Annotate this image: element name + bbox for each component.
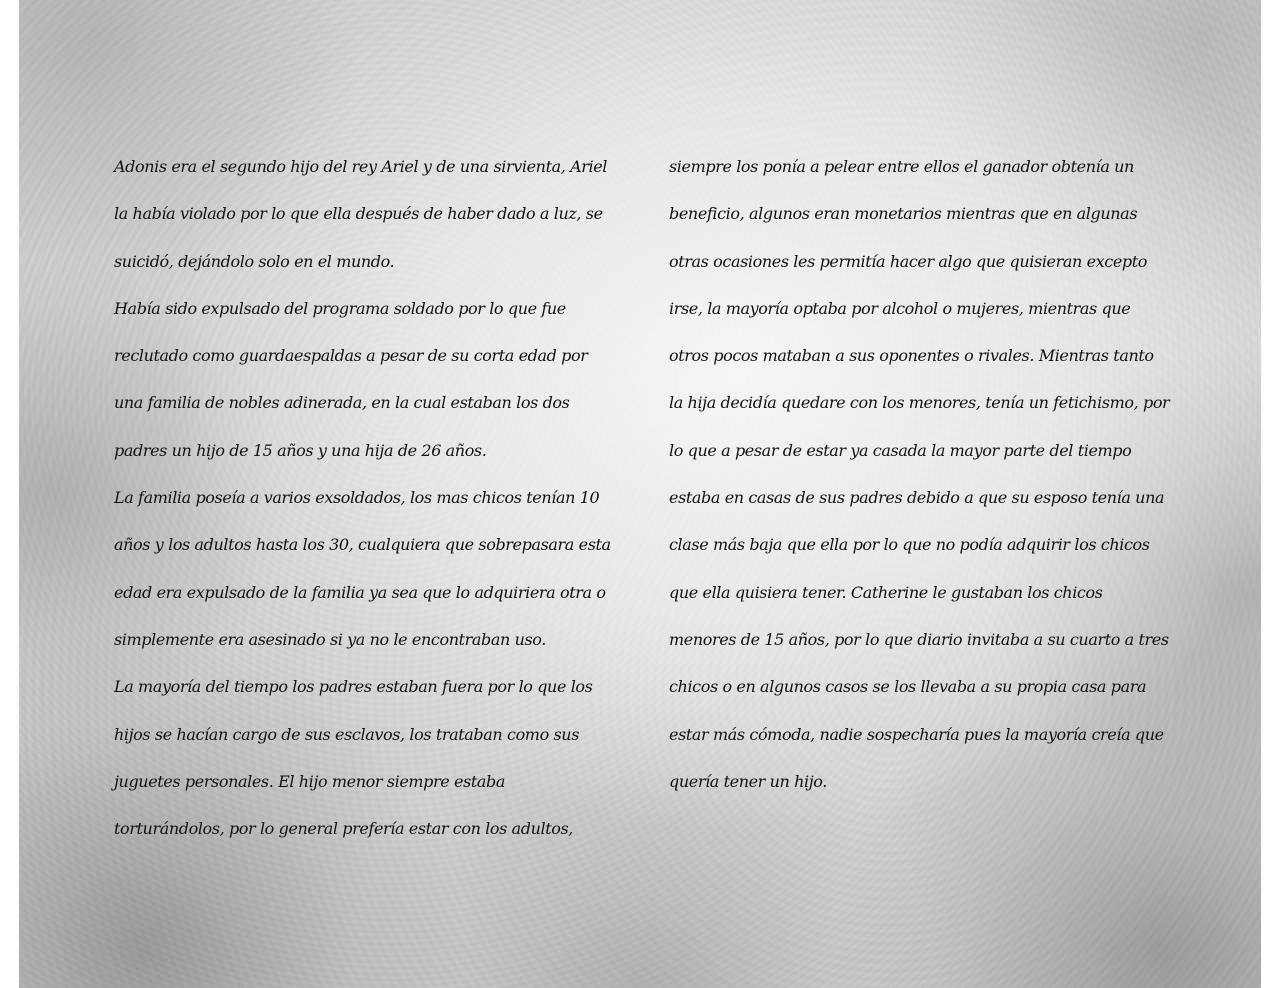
- text-line: padres un hijo de 15 años y una hija de 26 años.: [114, 440, 487, 460]
- text-line: otros pocos mataban a sus oponentes o rivales. Mientras tanto: [669, 346, 1154, 366]
- text-line: edad era expulsado de la familia ya sea que lo adquiriera otra o: [114, 582, 606, 602]
- text-line: estar más cómoda, nadie sospecharía pues la mayoría creía que: [669, 724, 1164, 744]
- text-line: suicidó, dejándolo solo en el mundo.: [114, 251, 395, 271]
- text-line: que ella quisiera tener. Catherine le gustaban los chicos: [669, 582, 1103, 602]
- text-line: otras ocasiones les permitía hacer algo que quisieran excepto: [669, 251, 1148, 271]
- text-line: lo que a pesar de estar ya casada la mayor parte del tiempo: [669, 440, 1132, 460]
- text-line: simplemente era asesinado si ya no le encontraban uso.: [114, 629, 546, 649]
- text-line: Había sido expulsado del programa soldado por lo que fue: [114, 298, 566, 318]
- text-line: una familia de nobles adinerada, en la cual estaban los dos: [114, 393, 570, 413]
- text-line: años y los adultos hasta los 30, cualquiera que sobrepasara esta: [114, 535, 611, 555]
- text-line: beneficio, algunos eran monetarios mientras que en algunas: [669, 204, 1138, 224]
- text-line: irse, la mayoría optaba por alcohol o mujeres, mientras que: [669, 298, 1131, 318]
- text-column-left: [114, 143, 611, 852]
- text-line: la hija decidía quedare con los menores, tenía un fetichismo, por: [669, 393, 1170, 413]
- text-line: torturándolos, por lo general prefería estar con los adultos,: [114, 819, 573, 839]
- text-line: reclutado como guardaespaldas a pesar de su corta edad por: [114, 346, 588, 366]
- document-page: [19, 0, 1261, 988]
- text-line: La familia poseía a varios exsoldados, los mas chicos tenían 10: [114, 488, 600, 508]
- text-line: estaba en casas de sus padres debido a que su esposo tenía una: [669, 488, 1165, 508]
- text-line: juguetes personales. El hijo menor siempre estaba: [114, 771, 506, 791]
- text-line: menores de 15 años, por lo que diario invitaba a su cuarto a tres: [669, 629, 1169, 649]
- text-line: hijos se hacían cargo de sus esclavos, los trataban como sus: [114, 724, 580, 744]
- text-line: quería tener un hijo.: [669, 771, 827, 791]
- text-line: la había violado por lo que ella después de haber dado a luz, se: [114, 204, 603, 224]
- text-line: clase más baja que ella por lo que no podía adquirir los chicos: [669, 535, 1150, 555]
- text-line: chicos o en algunos casos se los llevaba a su propia casa para: [669, 677, 1147, 697]
- text-line: La mayoría del tiempo los padres estaban fuera por lo que los: [114, 677, 593, 697]
- text-line: Adonis era el segundo hijo del rey Ariel y de una sirvienta, Ariel: [114, 157, 608, 176]
- text-column-right: [669, 143, 1169, 805]
- text-line: siempre los ponía a pelear entre ellos el ganador obtenía un: [669, 157, 1134, 176]
